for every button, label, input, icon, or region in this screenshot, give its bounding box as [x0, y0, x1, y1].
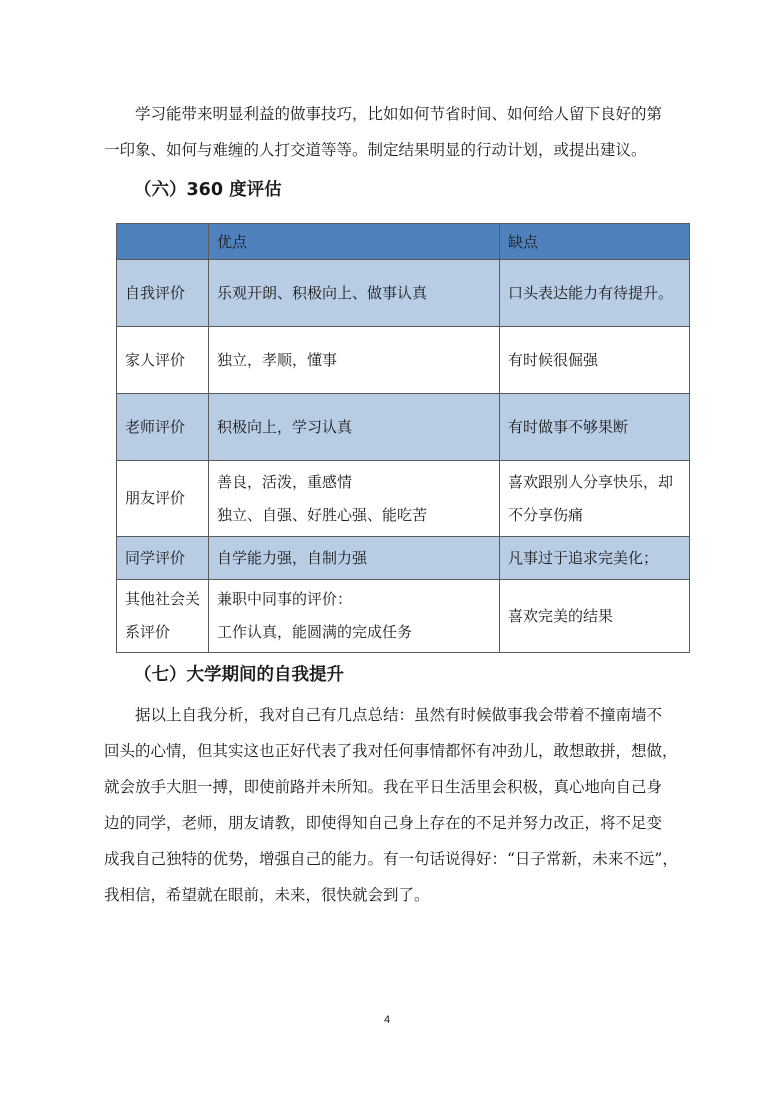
row-pros: 自学能力强，自制力强	[209, 537, 500, 580]
row-label: 朋友评价	[117, 461, 209, 537]
summary-line-3: 就会放手大胆一搏，即使前路并未所知。我在平日生活里会积极，真心地向自己身	[104, 778, 663, 796]
evaluation-table	[116, 223, 690, 653]
table-row	[117, 461, 690, 537]
summary-line-5: 成我自己独特的优势，增强自己的能力。有一句话说得好：“日子常新，未来不远”，	[104, 850, 678, 868]
row-cons: 喜欢跟别人分享快乐，却 不分享伤痛	[500, 461, 690, 537]
row-cons: 有时候很倔强	[500, 327, 690, 394]
intro-line-2: 一印象、如何与难缠的人打交道等等。制定结果明显的行动计划，或提出建议。	[104, 141, 647, 159]
summary-line-4: 边的同学，老师，朋友请教，即使得知自己身上存在的不足并努力改正，将不足变	[104, 814, 663, 832]
page-number: 4	[383, 1014, 391, 1026]
row-cons: 有时做事不够果断	[500, 394, 690, 461]
table-row	[117, 537, 690, 580]
table-row	[117, 327, 690, 394]
summary-line-6: 我相信，希望就在眼前，未来，很快就会到了。	[104, 886, 430, 904]
row-label: 自我评价	[117, 260, 209, 327]
header-cell-cons: 缺点	[500, 224, 690, 260]
row-pros: 积极向上，学习认真	[209, 394, 500, 461]
row-pros: 善良，活泼，重感情 独立、自强、好胜心强、能吃苦	[209, 461, 500, 537]
row-label: 家人评价	[117, 327, 209, 394]
header-cell-blank	[117, 224, 209, 260]
intro-paragraph	[104, 96, 690, 168]
summary-line-2: 回头的心情，但其实这也正好代表了我对任何事情都怀有冲劲儿，敢想敢拼，想做，	[104, 742, 678, 760]
table-row	[117, 260, 690, 327]
row-label: 老师评价	[117, 394, 209, 461]
summary-line-1: 据以上自我分析，我对自己有几点总结：虽然有时候做事我会带着不撞南墙不	[135, 706, 663, 724]
section-6-heading: （六）360 度评估	[134, 180, 282, 200]
intro-line-1: 学习能带来明显利益的做事技巧，比如如何节省时间、如何给人留下良好的第	[135, 105, 663, 123]
table-row	[117, 580, 690, 653]
row-label: 其他社会关 系评价	[117, 580, 209, 653]
row-label: 同学评价	[117, 537, 209, 580]
row-cons: 喜欢完美的结果	[500, 580, 690, 653]
row-pros: 独立，孝顺，懂事	[209, 327, 500, 394]
row-cons: 口头表达能力有待提升。	[500, 260, 690, 327]
summary-paragraph	[104, 697, 690, 913]
row-pros: 兼职中同事的评价： 工作认真，能圆满的完成任务	[209, 580, 500, 653]
table-header-row	[117, 224, 690, 260]
section-7-heading: （七）大学期间的自我提升	[134, 665, 344, 685]
header-cell-pros: 优点	[209, 224, 500, 260]
row-pros: 乐观开朗、积极向上、做事认真	[209, 260, 500, 327]
row-cons: 凡事过于追求完美化；	[500, 537, 690, 580]
table-row	[117, 394, 690, 461]
